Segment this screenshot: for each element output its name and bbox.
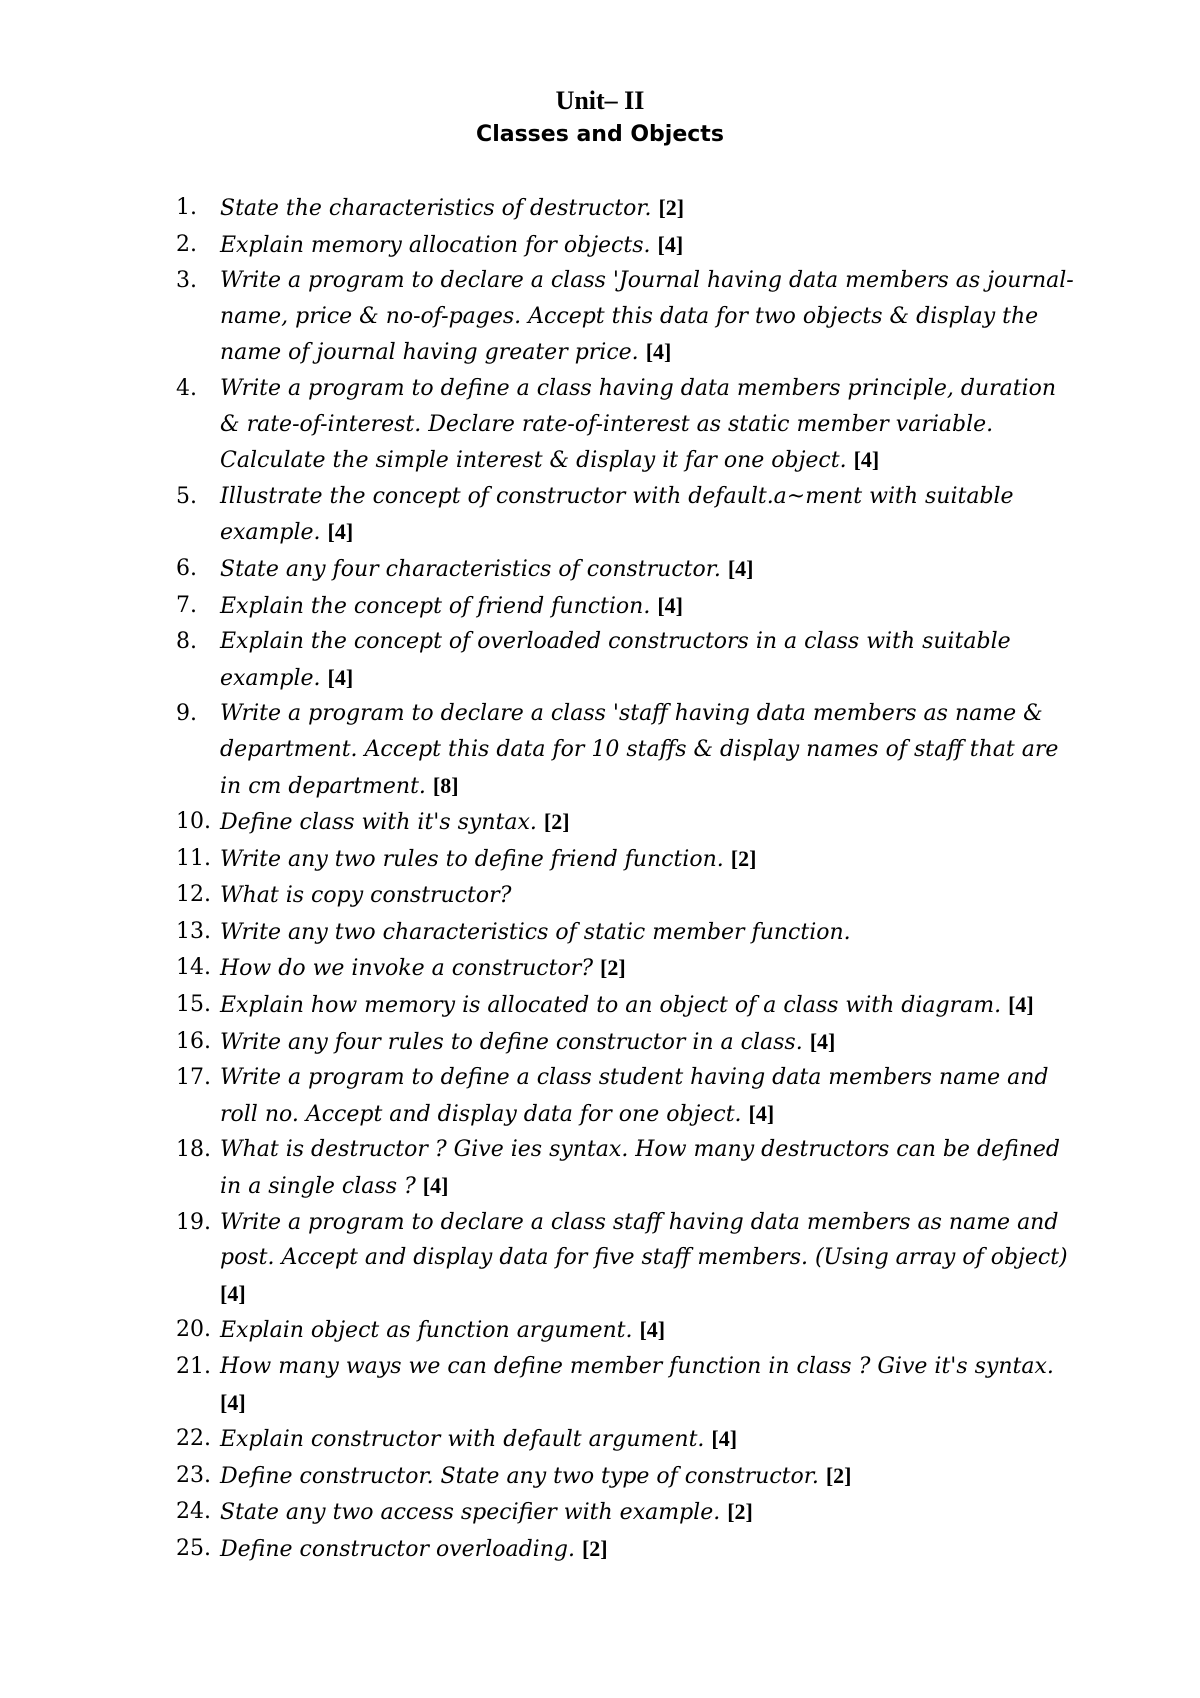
question-marks: [4] — [748, 1100, 775, 1126]
question-text: Write a program to declare a class 'Journal having data members as journal-name, price & no-of-pages. Accept this data for two objects & display the name of journal having greater price. — [220, 268, 1074, 366]
question-marks: [2] — [581, 1535, 608, 1561]
question-number: 7. — [176, 592, 197, 618]
question-marks: [4] — [220, 1389, 246, 1415]
question-marks: [4] — [809, 1028, 836, 1054]
question-item — [176, 841, 1076, 878]
question-text: Write a program to define a class having data members principle, duration & rate-of-interest. Declare rate-of-interest as static member variable. Calculate the simple interest & display it far one object. — [220, 375, 1056, 474]
question-number: 19. — [176, 1209, 211, 1235]
question-marks: [4] — [639, 1317, 666, 1343]
question-text: Write any two rules to define friend function. — [220, 846, 724, 872]
question-number: 6. — [176, 555, 197, 581]
question-text: Write any four rules to define constructor in a class. — [220, 1029, 803, 1055]
question-item — [176, 624, 1076, 696]
question-marks: [4] — [327, 519, 354, 545]
question-number: 18. — [176, 1137, 211, 1163]
question-text: Write a program to declare a class staff having data members as name and post. Accept and display data for five staff members. (Using array of object) — [220, 1209, 1068, 1271]
question-marks: [2] — [658, 195, 685, 220]
question-marks: [4] — [1008, 992, 1034, 1018]
question-item — [176, 551, 1076, 588]
question-text: How do we invoke a constructor? — [220, 956, 594, 982]
question-text: Define constructor. State any two type of constructor. — [220, 1463, 819, 1489]
question-item — [176, 1060, 1076, 1132]
question-marks: [4] — [711, 1426, 738, 1452]
question-item — [176, 588, 1076, 625]
unit-title: Unit– II — [555, 86, 645, 115]
question-number: 12. — [176, 882, 211, 908]
question-item — [176, 696, 1076, 804]
question-text: Explain the concept of overloaded constructors in a class with suitable example. — [220, 629, 1011, 691]
question-item — [176, 1349, 1076, 1421]
question-number: 23. — [176, 1462, 211, 1488]
question-text: State any four characteristics of constructor. — [220, 556, 721, 582]
question-marks: [2] — [825, 1462, 852, 1488]
question-number: 17. — [176, 1065, 211, 1091]
question-item — [176, 804, 1076, 841]
question-item — [176, 1024, 1076, 1061]
question-number: 20. — [176, 1317, 211, 1343]
question-text: Write any two characteristics of static member function. — [220, 919, 851, 945]
question-number: 21. — [176, 1354, 211, 1379]
question-number: 2. — [176, 231, 197, 257]
question-marks: [4] — [220, 1280, 246, 1306]
question-number: 11. — [176, 845, 211, 871]
question-marks: [2] — [600, 955, 626, 981]
question-number: 15. — [176, 992, 211, 1018]
question-marks: [4] — [327, 664, 354, 690]
question-marks: [4] — [422, 1173, 449, 1199]
question-text: Define constructor overloading. — [220, 1536, 575, 1562]
question-text: Illustrate the concept of constructor with default.a~ment with suitable example. — [220, 483, 1014, 546]
question-item — [176, 877, 1076, 914]
question-item — [176, 1494, 1076, 1531]
question-text: Define class with it's syntax. — [220, 810, 537, 836]
question-text: What is destructor ? Give ies syntax. How many destructors can be defined in a single class ? — [220, 1137, 1060, 1200]
question-number: 10. — [176, 809, 211, 835]
question-text: Explain constructor with default argument. — [220, 1427, 705, 1453]
question-number: 1. — [176, 195, 197, 220]
question-number: 22. — [176, 1426, 211, 1452]
question-number: 16. — [176, 1028, 211, 1054]
question-item — [176, 1312, 1076, 1349]
question-item — [176, 1421, 1076, 1458]
question-text: Explain memory allocation for objects. — [220, 232, 651, 258]
question-text: Write a program to define a class student having data members name and roll no. Accept and display data for one object. — [220, 1065, 1049, 1127]
question-number: 24. — [176, 1499, 211, 1525]
question-item — [176, 190, 1076, 227]
question-item — [176, 263, 1076, 371]
question-text: Explain the concept of friend function. — [220, 593, 651, 619]
question-marks: [4] — [657, 592, 683, 618]
question-number: 8. — [176, 629, 197, 655]
question-marks: [2] — [543, 809, 570, 835]
subject-title: Classes and Objects — [476, 122, 724, 147]
question-item — [176, 950, 1076, 987]
question-item — [176, 479, 1076, 551]
question-number: 13. — [176, 918, 211, 944]
question-marks: [2] — [730, 845, 757, 871]
question-marks: [4] — [853, 447, 880, 473]
question-text: Explain object as function argument. — [220, 1318, 633, 1344]
question-marks: [4] — [657, 231, 684, 257]
question-number: 4. — [176, 375, 197, 401]
question-text: Explain how memory is allocated to an object of a class with diagram. — [220, 993, 1002, 1019]
question-number: 9. — [176, 701, 197, 727]
question-number: 25. — [176, 1535, 211, 1561]
question-text: What is copy constructor? — [220, 883, 512, 909]
question-marks: [4] — [727, 555, 754, 581]
question-number: 3. — [176, 268, 197, 294]
question-text: Write a program to declare a class 'staff having data members as name & department. Accept this data for 10 staffs & display names of staff that are in cm department. — [220, 701, 1059, 799]
question-text: State any two access specifier with example. — [220, 1500, 721, 1526]
question-item — [176, 1205, 1076, 1313]
question-text: State the characteristics of destructor. — [220, 196, 652, 221]
question-item — [176, 1132, 1076, 1204]
question-item — [176, 1531, 1076, 1568]
question-marks: [4] — [645, 339, 672, 365]
question-list — [176, 190, 1076, 1568]
question-number: 14. — [176, 955, 211, 981]
question-item — [176, 914, 1076, 951]
question-item — [176, 987, 1076, 1024]
question-item — [176, 227, 1076, 264]
question-item — [176, 371, 1076, 479]
question-item — [176, 1458, 1076, 1495]
question-number: 5. — [176, 483, 197, 509]
question-marks: [2] — [727, 1499, 753, 1525]
question-marks: [8] — [432, 772, 459, 798]
question-text: How many ways we can define member function in class ? Give it's syntax. — [220, 1354, 1054, 1379]
